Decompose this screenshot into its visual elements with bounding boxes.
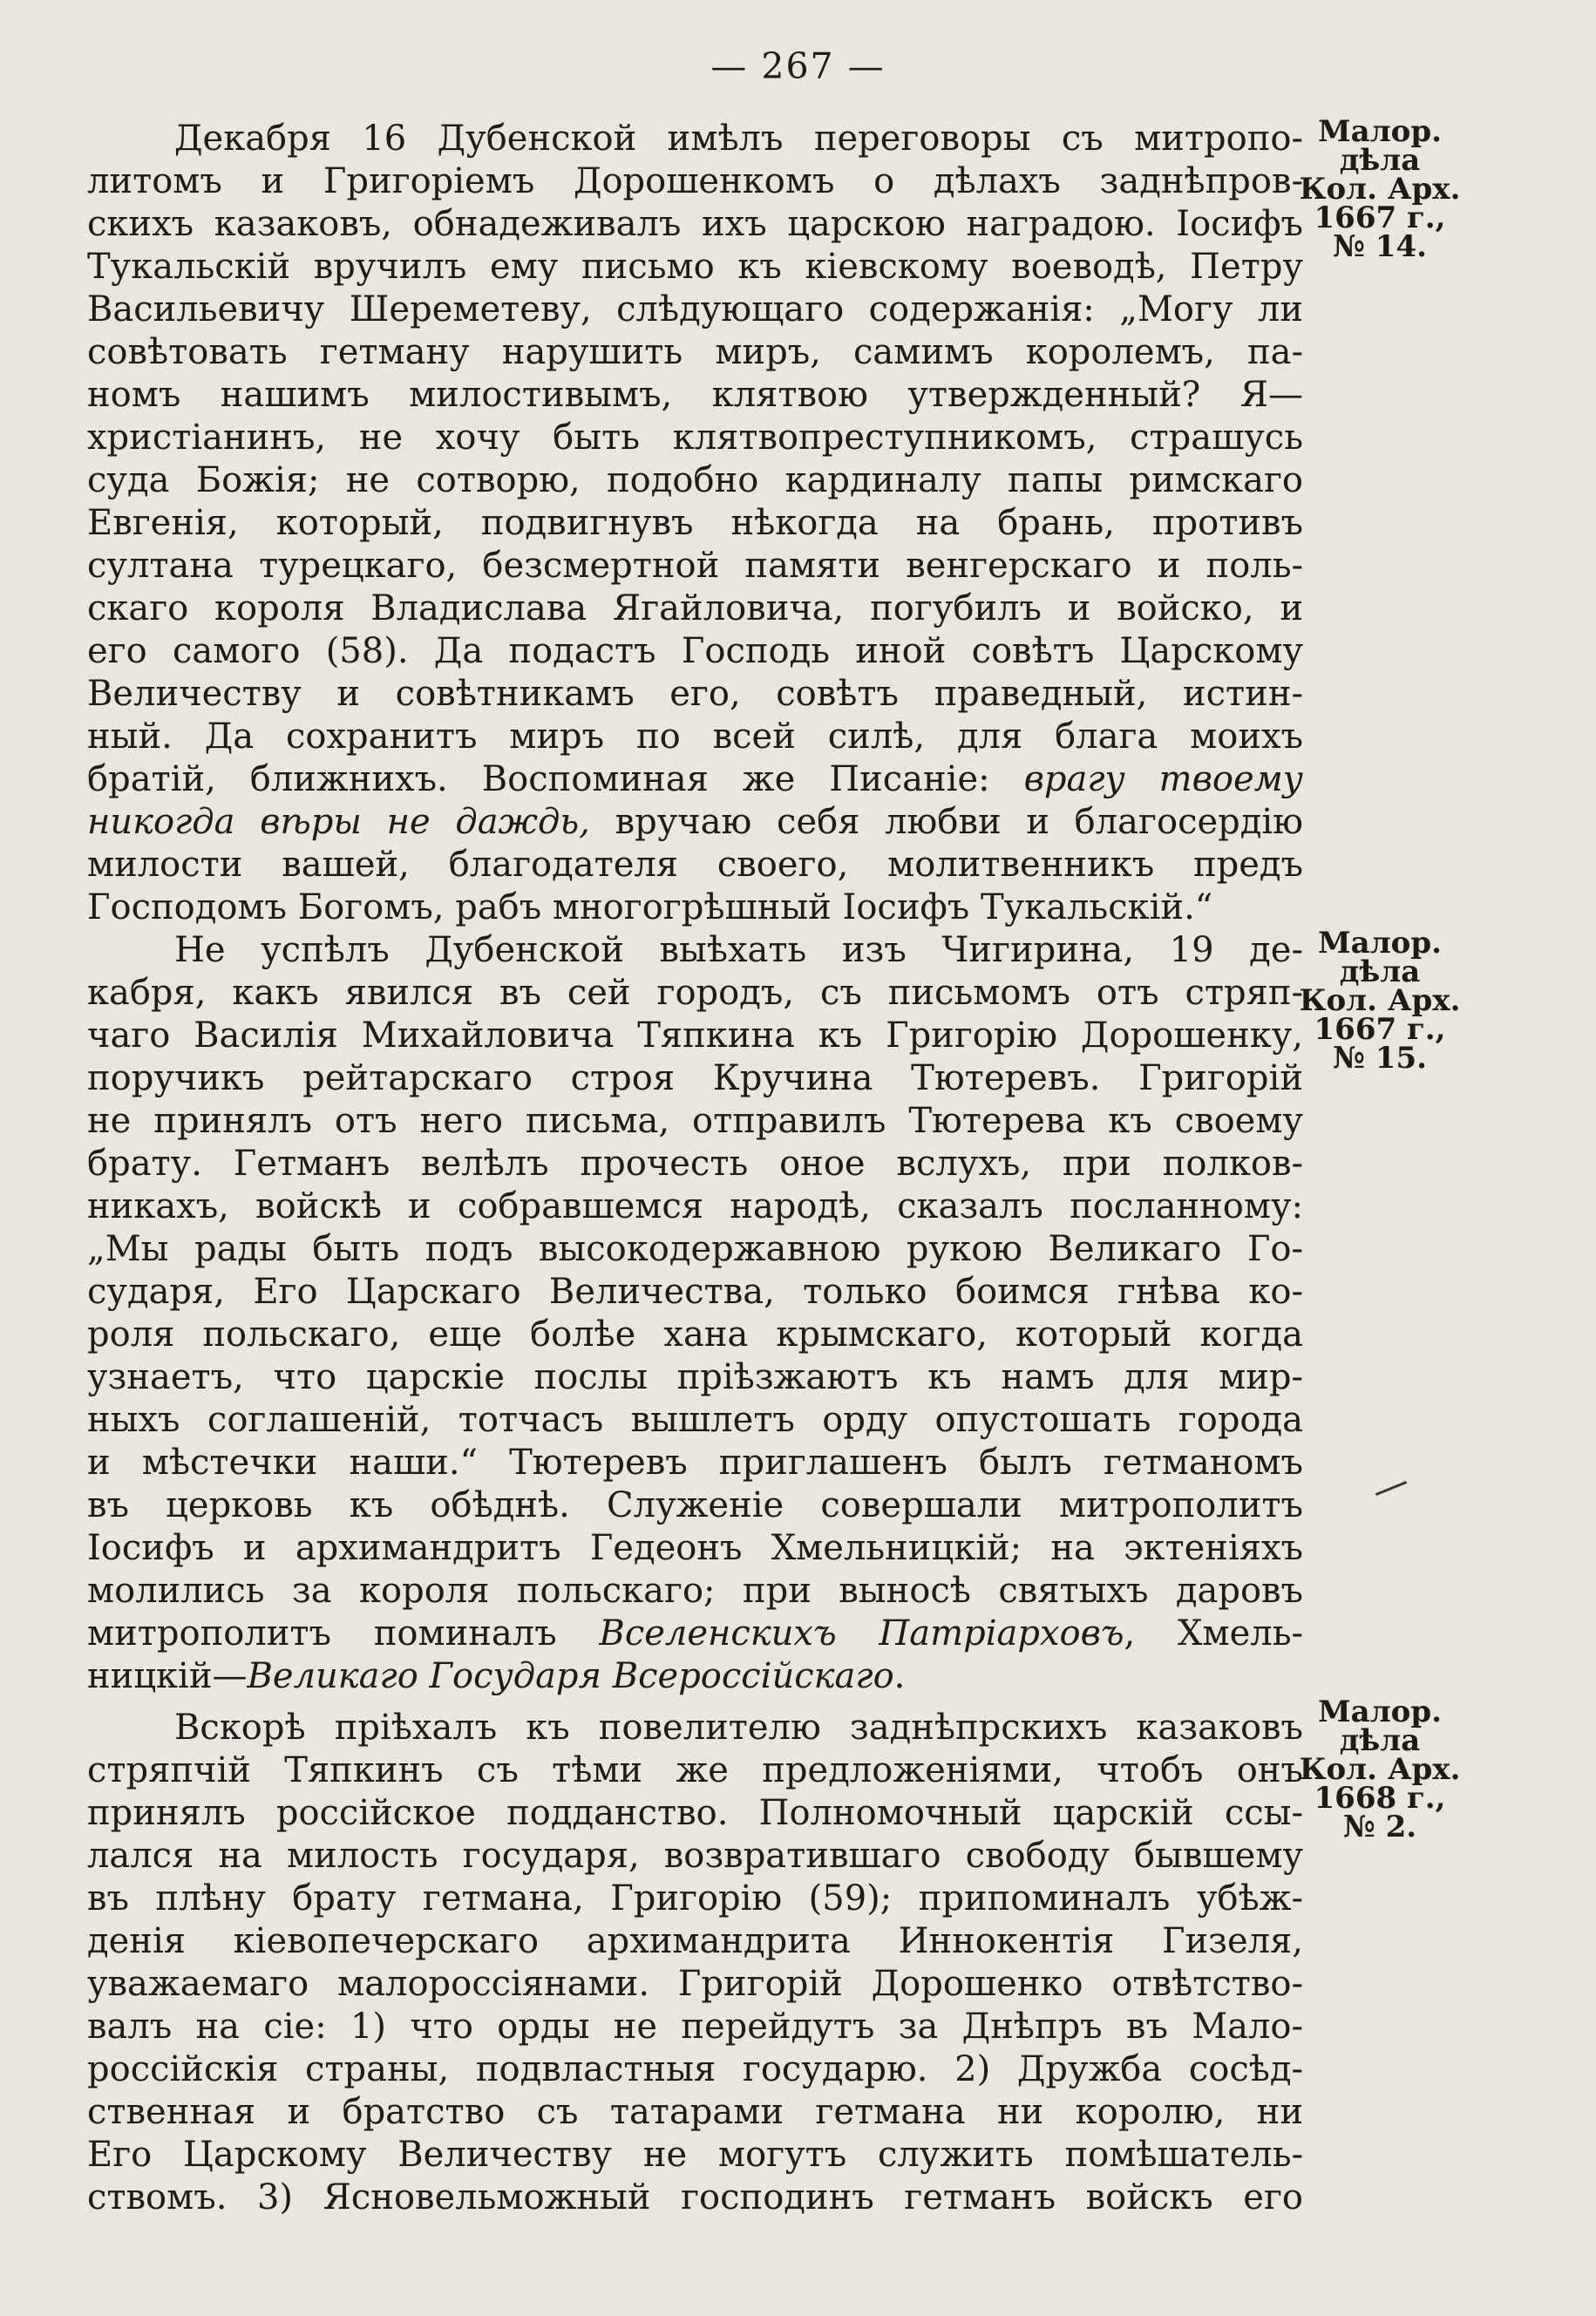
- text-line: роля польскаго, еще болѣе хана крымскаго, который когда: [87, 1314, 1303, 1355]
- text-line: султана турецкаго, безсмертной памяти венгерскаго и поль-: [87, 546, 1303, 586]
- margin-note-line: Кол. Арх.: [1299, 1752, 1461, 1787]
- text-line: Величеству и совѣтникамъ его, совѣтъ праведный, истин-: [87, 674, 1303, 714]
- paragraph-3: [87, 1707, 1303, 2219]
- text-line: ныхъ соглашеній, тотчасъ вышлетъ орду опустошать города: [87, 1400, 1303, 1440]
- text-line: ствомъ. 3) Ясновельможный господинъ гетманъ войскъ его: [87, 2177, 1303, 2218]
- text-line: ственная и братство съ татарами гетмана ни королю, ни: [87, 2092, 1303, 2132]
- margin-note-line: Малор.: [1318, 1695, 1442, 1729]
- text-line: кабря, какъ явился въ сей городъ, съ письмомъ отъ стряп-: [87, 973, 1303, 1013]
- stray-pen-mark: [1375, 1481, 1407, 1496]
- margin-note-2: [1293, 926, 1467, 1076]
- text-line: чаго Василія Михайловича Тяпкина къ Григорію Дорошенку,: [87, 1015, 1303, 1056]
- margin-note-line: № 14.: [1333, 229, 1427, 264]
- margin-note-1: [1293, 114, 1467, 264]
- text-line: Вскорѣ пріѣхалъ къ повелителю заднѣпрскихъ казаковъ: [174, 1708, 1303, 1748]
- margin-note-line: Малор.: [1318, 114, 1442, 149]
- text-line: лался на милость государя, возвратившаго свободу бывшему: [87, 1836, 1303, 1876]
- margin-note-3: [1293, 1695, 1467, 1844]
- margin-note-line: № 2.: [1342, 1810, 1417, 1844]
- text-line: [87, 1613, 1303, 1655]
- text-line: его самого (58). Да подастъ Господь иной совѣтъ Царскому: [87, 631, 1303, 671]
- text-line: [87, 1655, 1303, 1698]
- text-line: [87, 801, 1303, 844]
- margin-note-line: дѣла: [1339, 143, 1421, 178]
- text-line: молились за короля польскаго; при выносѣ святыхъ даровъ: [87, 1571, 1303, 1611]
- text-line: россійскія страны, подвластныя государю. 2) Дружба сосѣд-: [87, 2049, 1303, 2089]
- text-line: „Мы рады быть подъ высокодержавною рукою Великаго Го-: [87, 1229, 1303, 1269]
- text-line: литомъ и Григоріемъ Дорошенкомъ о дѣлахъ заднѣпров-: [87, 161, 1303, 201]
- page-number: — 267 —: [710, 45, 886, 87]
- text-line: совѣтовать гетману нарушить миръ, самимъ королемъ, па-: [87, 332, 1303, 372]
- text-line: Евгенія, который, подвигнувъ нѣкогда на брань, противъ: [87, 503, 1303, 543]
- text-line: Декабря 16 Дубенской имѣлъ переговоры съ митропо-: [174, 119, 1303, 159]
- text-line: узнаетъ, что царскіе послы пріѣзжаютъ къ намъ для мир-: [87, 1357, 1303, 1397]
- margin-note-line: 1667 г.,: [1314, 1012, 1446, 1047]
- italic-quote: никогда вѣры не даждь,: [87, 802, 590, 842]
- text-line: денія кіевопечерскаго архимандрита Иннокентія Гизеля,: [87, 1921, 1303, 1961]
- text-run: митрополитъ поминалъ: [87, 1613, 557, 1654]
- text-line: принялъ россійское подданство. Полномочный царскій ссы-: [87, 1793, 1303, 1833]
- margin-note-line: № 15.: [1333, 1041, 1427, 1076]
- text-line: скихъ казаковъ, обнадеживалъ ихъ царскою наградою. Іосифъ: [87, 204, 1303, 244]
- text-line: въ церковь къ обѣднѣ. Служеніе совершали митрополитъ: [87, 1485, 1303, 1525]
- text-line: [87, 758, 1303, 801]
- text-line: Его Царскому Величеству не могутъ служить помѣшатель-: [87, 2135, 1303, 2175]
- paragraph-1: [87, 118, 1303, 929]
- text-line: валъ на сіе: 1) что орды не перейдутъ за Днѣпръ въ Мало-: [87, 2007, 1303, 2047]
- margin-note-line: 1668 г.,: [1314, 1781, 1446, 1816]
- text-line: номъ нашимъ милостивымъ, клятвою утвержденный? Я—: [87, 375, 1303, 415]
- text-line: уважаемаго малороссіянами. Григорій Дорошенко отвѣтство-: [87, 1964, 1303, 2004]
- text-run: , Хмель-: [1124, 1613, 1303, 1654]
- paragraph-2: [87, 929, 1303, 1698]
- margin-note-line: дѣла: [1339, 1723, 1421, 1758]
- text-run: ницкій—: [87, 1656, 248, 1696]
- text-line: христіанинъ, не хочу быть клятвопреступникомъ, страшусь: [87, 418, 1303, 458]
- text-run: .: [893, 1656, 906, 1696]
- margin-note-line: Кол. Арх.: [1299, 172, 1461, 207]
- text-line: скаго короля Владислава Ягайловича, погубилъ и войско, и: [87, 588, 1303, 628]
- italic-quote: врагу твоему: [1023, 759, 1303, 799]
- text-line: стряпчій Тяпкинъ съ тѣми же предложеніями, чтобъ онъ: [87, 1750, 1303, 1790]
- text-line: суда Божія; не сотворю, подобно кардиналу папы римскаго: [87, 460, 1303, 500]
- margin-note-line: дѣла: [1339, 954, 1421, 989]
- text-line: въ плѣну брату гетмана, Григорію (59); припоминалъ убѣж-: [87, 1878, 1303, 1919]
- text-run: вручаю себя любви и благосердію: [589, 802, 1303, 842]
- text-line: брату. Гетманъ велѣлъ прочесть оное вслухъ, при полков-: [87, 1144, 1303, 1184]
- margin-note-line: 1667 г.,: [1314, 200, 1446, 235]
- italic-phrase: Вселенскихъ Патріарховъ: [599, 1613, 1124, 1654]
- body-text: [87, 118, 1303, 2219]
- margin-note-line: Кол. Арх.: [1299, 983, 1461, 1018]
- text-line: никахъ, войскѣ и собравшемся народѣ, сказалъ посланному:: [87, 1186, 1303, 1226]
- text-run: братій, ближнихъ. Воспоминая же Писаніе:: [87, 759, 990, 799]
- text-line: и мѣстечки наши.“ Тютеревъ приглашенъ былъ гетманомъ: [87, 1443, 1303, 1483]
- text-line: Господомъ Богомъ, рабъ многогрѣшный Іосифъ Тукальскій.“: [87, 887, 1213, 927]
- text-line: ный. Да сохранитъ миръ по всей силѣ, для блага моихъ: [87, 717, 1303, 757]
- margin-note-line: Малор.: [1318, 926, 1442, 961]
- text-line: не принялъ отъ него письма, отправилъ Тютерева къ своему: [87, 1101, 1303, 1141]
- text-line: Іосифъ и архимандритъ Гедеонъ Хмельницкій; на эктеніяхъ: [87, 1528, 1303, 1568]
- text-line: поручикъ рейтарскаго строя Кручина Тютеревъ. Григорій: [87, 1058, 1303, 1098]
- text-line: Тукальскій вручилъ ему письмо къ кіевскому воеводѣ, Петру: [87, 247, 1303, 287]
- text-line: сударя, Его Царскаго Величества, только боимся гнѣва ко-: [87, 1272, 1303, 1312]
- text-line: Не успѣлъ Дубенской выѣхать изъ Чигирина, 19 де-: [174, 930, 1303, 970]
- italic-phrase: Великаго Государя Всероссійскаго: [247, 1656, 894, 1696]
- text-line: милости вашей, благодателя своего, молитвенникъ предъ: [87, 845, 1303, 885]
- text-line: Васильевичу Шереметеву, слѣдующаго содержанія: „Могу ли: [87, 289, 1303, 329]
